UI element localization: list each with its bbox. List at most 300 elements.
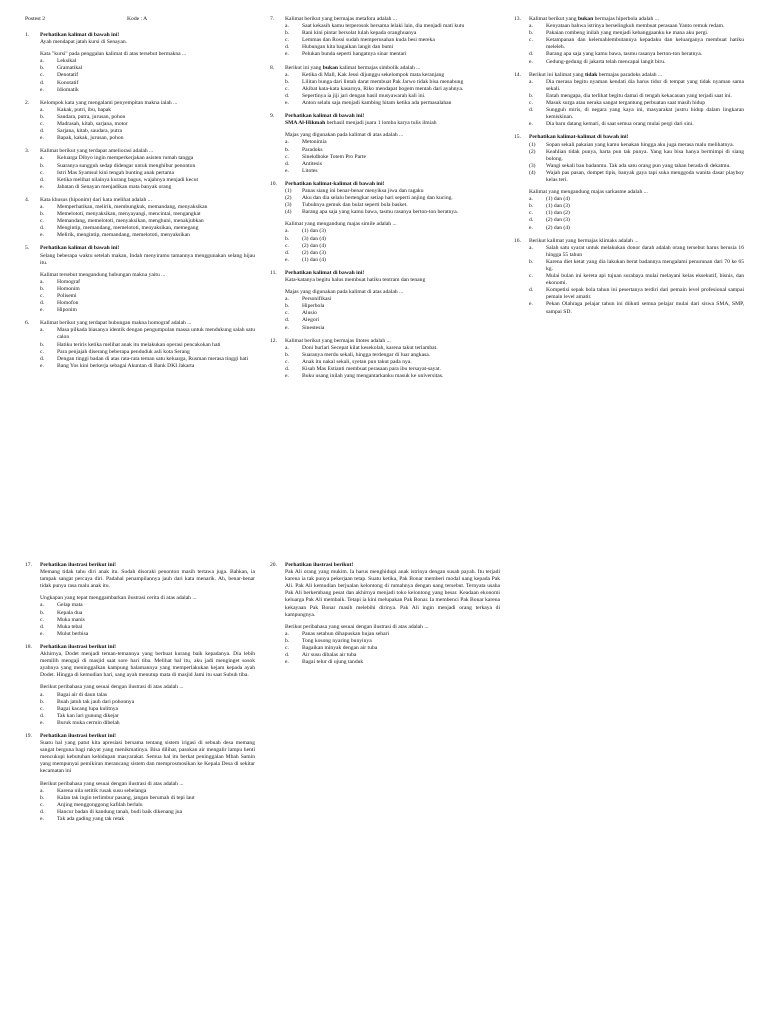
question-instruction: Perhatikan ilustrasi berikut ini! xyxy=(40,732,116,739)
option-text: Doni burlari Secepat kilat kesekolah, karena takut terlambat. xyxy=(302,344,438,351)
option-letter: d. xyxy=(40,225,45,232)
option-letter: e. xyxy=(40,630,44,637)
option-letter: e. xyxy=(285,51,289,58)
answer-option[interactable] xyxy=(285,352,500,359)
option-text: Memelototi, menyaksikan, menyayangi, mencintai, mengangkat xyxy=(57,211,201,218)
column-3 xyxy=(514,16,744,322)
answer-option[interactable] xyxy=(529,217,744,224)
answer-option[interactable] xyxy=(40,170,255,177)
question-stem: Berikut peribahasa yang sesuai dengan ilustrasi di atas adalah ... xyxy=(40,684,184,691)
question-body xyxy=(40,245,255,314)
option-letter: a. xyxy=(285,344,289,351)
question-item xyxy=(25,644,255,727)
statement-text: Wajah pas pasan, dompet tipis, banyak gaya tapi suka menggoda wanita dasar playboy kelas teri. xyxy=(546,169,744,183)
answer-option[interactable] xyxy=(40,279,255,286)
question-number: 6. xyxy=(25,320,30,327)
stem-text: Berikut ini kalimat yang xyxy=(529,71,585,78)
option-text: Saat kekasih kamu terperosok bersama lelaki lain, dia menjadi mati kutu xyxy=(302,23,465,30)
option-letter: e. xyxy=(40,86,44,93)
option-text: Metonimia xyxy=(302,139,327,146)
option-letter: e. xyxy=(529,301,533,308)
option-letter: d. xyxy=(285,160,290,167)
option-letter: a. xyxy=(529,244,533,251)
option-text: Hatiku teriris ketika melihat anak itu melakukan operasi pencakokan hati xyxy=(57,341,221,348)
question-body xyxy=(529,16,744,66)
answer-option[interactable] xyxy=(529,107,744,121)
statement-item xyxy=(529,142,744,149)
question-item xyxy=(270,562,500,666)
option-letter: c. xyxy=(529,210,533,217)
question-number: 7. xyxy=(270,16,275,22)
answer-option[interactable] xyxy=(40,286,255,293)
option-letter: d. xyxy=(529,287,534,294)
answer-option[interactable] xyxy=(40,300,255,307)
question-item xyxy=(270,270,500,332)
question-stem: Kalimat berikut yang bermajas litotes adalah ... xyxy=(285,337,391,344)
answer-option[interactable] xyxy=(40,809,255,816)
answer-option[interactable] xyxy=(285,659,500,666)
answer-option[interactable] xyxy=(40,58,255,65)
option-text: Buku usang inilah yang mengantarkanku masuk ke universitas. xyxy=(302,373,444,380)
answer-option[interactable] xyxy=(40,177,255,184)
option-letter: d. xyxy=(285,249,290,256)
option-letter: c. xyxy=(285,153,289,160)
answer-option[interactable] xyxy=(40,72,255,79)
answer-option[interactable] xyxy=(529,79,744,93)
question-passage: Memang tidak tahu diri anak itu. Sudah disoraki penonton masih tertawa juga. Bahkan, ia tampak sangat percaya diri. Padahal penampilannya jauh dari kata menarik. Ah, benar-benar tidak punya rasa malu anak itu. xyxy=(40,569,255,590)
option-letter: d. xyxy=(40,355,45,362)
answer-option[interactable] xyxy=(40,713,255,720)
option-text: Dia merasa begitu nyaman kendati dia harus tidur di tempat yang tidak nyaman sama sekali. xyxy=(546,78,744,92)
question-passage: Kata-katanya begitu halus membuat hatiku tentram dan tenang xyxy=(285,277,426,283)
option-text: Tak ada gading yang tak retak xyxy=(57,816,125,822)
question-body xyxy=(40,197,255,240)
answer-option[interactable] xyxy=(285,250,500,257)
answer-option[interactable] xyxy=(285,51,500,58)
passage-emphasis: SMA Al-Hikmah xyxy=(285,120,326,127)
answer-option[interactable] xyxy=(285,154,500,161)
answer-option[interactable] xyxy=(285,645,500,652)
option-text: (1) dan (4) xyxy=(546,196,570,203)
option-letter: a. xyxy=(40,58,44,65)
question-passage: Akhirnya, Dodet menjadi teman-temannya yang berbuat kurang baik kepadanya. Dia lebih memilih mengaji di masjid saat sore hari tiba. Melihat hal itu, aku jadi menginget sosok ayahnya yang meninggalkan kampung halamannya yang memperlakukan kejam kepada ayah Dodet. Hingga di kemudian hari, sang ayah menutup mata di masjid Jami itu saat Subuh tiba. xyxy=(40,651,255,679)
answer-option[interactable] xyxy=(40,307,255,314)
question-stem xyxy=(529,16,744,23)
answer-option[interactable] xyxy=(40,114,255,121)
answer-option[interactable] xyxy=(285,79,500,86)
answer-option[interactable] xyxy=(40,720,255,727)
answer-option[interactable] xyxy=(40,363,255,370)
statement-item xyxy=(529,170,744,184)
answer-option[interactable] xyxy=(285,303,500,310)
answer-option[interactable] xyxy=(40,349,255,356)
answer-option[interactable] xyxy=(40,135,255,142)
answer-option[interactable] xyxy=(285,72,500,79)
question-body xyxy=(529,238,744,316)
option-letter: d. xyxy=(529,51,534,58)
option-letter: e. xyxy=(40,135,44,142)
option-letter: b. xyxy=(40,698,45,705)
option-letter: e. xyxy=(285,324,289,331)
option-text: Kakak, putri, ibu, bapak xyxy=(57,106,112,113)
option-letter: a. xyxy=(40,106,44,113)
answer-option[interactable] xyxy=(40,107,255,114)
answer-option[interactable] xyxy=(40,795,255,802)
answer-option[interactable] xyxy=(285,93,500,100)
question-row xyxy=(25,733,255,823)
option-letter: d. xyxy=(285,652,290,659)
option-letter: a. xyxy=(285,71,289,78)
question-number: 10. xyxy=(270,180,277,187)
option-text: Suaranya merdu sekali, hingga terdengar di luar angkasa. xyxy=(302,351,431,358)
answer-option[interactable] xyxy=(285,37,500,44)
answer-option[interactable] xyxy=(40,327,255,341)
answer-option[interactable] xyxy=(529,121,744,128)
option-text: Pelukan bunda seperti hangatnya sinar mentari xyxy=(302,51,407,58)
answer-option[interactable] xyxy=(529,23,744,30)
answer-option[interactable] xyxy=(285,631,500,638)
option-text: Kalau tak ingin terlimbur pasang, jangan berumah di tepi laut xyxy=(57,794,195,801)
option-text: Bagaikan minyak dengan air tuba xyxy=(302,645,378,652)
question-item xyxy=(270,181,500,264)
answer-option[interactable] xyxy=(285,243,500,250)
option-text: Ketampanan dan kelemahlembutannya kepadaku dan keluarganya membuat hatiku meleleh. xyxy=(546,37,744,51)
option-text: Muka manis xyxy=(57,616,85,623)
option-text: Tong kosong nyaring bunyinya xyxy=(302,637,372,644)
answer-option[interactable] xyxy=(285,317,500,324)
answer-option[interactable] xyxy=(285,638,500,645)
statement-item xyxy=(285,209,500,216)
question-row xyxy=(270,270,500,332)
option-letter: e. xyxy=(285,659,289,666)
option-letter: b. xyxy=(285,637,290,644)
question-passage: Suatu hal yang patut kita apresiasi bersama tentang sistem irigasi di sebuah desa memang sangat berguna bagi rakyat yang menikmatinya. Bisa dilihat, pasokan air mengalir lampu henti mencukupi kebutuhan kehidupan masyarakat. Semua hal itu berkat peninggalan Mbah Samin yang mempunyai pemikiran merancang sistem dan memprosmosikan ke Kepala Desa di sekitar kecamatan ini xyxy=(40,740,255,775)
answer-option[interactable] xyxy=(40,356,255,363)
answer-option[interactable] xyxy=(285,228,500,235)
answer-option[interactable] xyxy=(40,692,255,699)
option-letter: b. xyxy=(285,303,290,310)
answer-option[interactable] xyxy=(40,816,255,823)
option-letter: b. xyxy=(40,211,45,218)
answer-option[interactable] xyxy=(40,631,255,638)
option-text: Homonim xyxy=(57,285,80,292)
answer-option[interactable] xyxy=(285,23,500,30)
answer-option[interactable] xyxy=(529,273,744,287)
option-letter: c. xyxy=(529,37,533,44)
question-stem: Kalimat berikut yang bermajas metafora adalah ... xyxy=(285,16,397,22)
question-item xyxy=(270,113,500,175)
option-text: (1) dan (4) xyxy=(302,256,326,263)
option-text: Sepertinya ia jiji jari dengan hasil musyawarah kali ini. xyxy=(302,92,426,99)
option-text: Antitesis xyxy=(302,160,322,167)
option-letter: c. xyxy=(40,72,44,79)
option-letter: b. xyxy=(40,794,45,801)
option-text: Memandang, memelototi, menyaksikan, menghuni, menakjubkan xyxy=(57,218,204,225)
answer-option[interactable] xyxy=(285,168,500,175)
statement-item xyxy=(529,149,744,163)
answer-option[interactable] xyxy=(285,86,500,93)
answer-option[interactable] xyxy=(40,602,255,609)
question-stem xyxy=(529,72,744,79)
question-body xyxy=(40,562,255,638)
question-body xyxy=(285,181,500,264)
stem-emphasis: bukan xyxy=(577,16,594,22)
answer-option[interactable] xyxy=(285,652,500,659)
option-letter: e. xyxy=(40,719,44,726)
answer-option[interactable] xyxy=(285,44,500,51)
question-item xyxy=(270,338,500,381)
question-instruction: Perhatikan kalimat di bawah ini! xyxy=(285,269,365,276)
question-body xyxy=(285,65,500,108)
option-text: Litotes xyxy=(302,167,318,174)
stem-text: bermajas hiperbola adalah ... xyxy=(593,16,659,22)
option-text: (1) dan (3) xyxy=(546,203,570,210)
question-row xyxy=(270,338,500,381)
question-stem: Kata "kursi" pada penggalan kalimat di atas tersebut bermakna ... xyxy=(40,51,187,58)
stem-text: Berikut ini yang xyxy=(285,64,323,71)
question-stem: Berikut kalimat yang bermajas klimaks adalah ... xyxy=(529,237,639,244)
statement-text: Tubuhnya gemuk dan bulat seperti bola basket. xyxy=(302,202,408,209)
option-letter: d. xyxy=(285,44,290,51)
answer-option[interactable] xyxy=(40,121,255,128)
answer-option[interactable] xyxy=(285,296,500,303)
answer-option[interactable] xyxy=(529,225,744,232)
question-number: 5. xyxy=(25,245,30,252)
option-text: Gramatikal xyxy=(57,65,83,72)
answer-option[interactable] xyxy=(285,325,500,332)
answer-option[interactable] xyxy=(285,359,500,366)
question-body xyxy=(40,733,255,823)
option-text: Salah satu syarat untuk melakukan donor darah adalah orang tersebut harus berusia 16 hingga 55 tahun xyxy=(546,244,744,258)
option-letter: c. xyxy=(40,218,44,225)
option-text: Anjing menggonggong kafilah berlalu xyxy=(57,801,143,808)
statement-number: (4) xyxy=(529,169,536,176)
option-letter: c. xyxy=(285,358,289,365)
question-row xyxy=(25,320,255,370)
option-letter: a. xyxy=(40,691,44,698)
column-2 xyxy=(270,16,500,386)
option-letter: b. xyxy=(529,258,534,265)
question-body xyxy=(285,338,500,381)
option-text: Alegori xyxy=(302,317,320,324)
question-instruction: Perhatikan ilustrasi berikut! xyxy=(285,562,354,568)
option-letter: b. xyxy=(40,341,45,348)
question-item xyxy=(25,148,255,191)
statement-item xyxy=(285,202,500,209)
answer-option[interactable] xyxy=(285,161,500,168)
question-row xyxy=(270,113,500,175)
option-letter: c. xyxy=(285,310,289,317)
option-text: Memperhatikan, melirik, membungkuk, memandang, menyaksikan xyxy=(57,203,208,210)
question-item xyxy=(25,733,255,823)
answer-option[interactable] xyxy=(40,218,255,225)
option-text: Muka tebal xyxy=(57,623,83,630)
answer-option[interactable] xyxy=(40,617,255,624)
option-text: Hiperbola xyxy=(302,303,325,310)
option-text: (3) dan (4) xyxy=(302,235,326,242)
option-letter: d. xyxy=(529,107,534,114)
option-text: Pakaian rombeng inilah yang menjadi kebanggaanku ke mana aku pergi. xyxy=(546,30,709,37)
question-body xyxy=(40,32,255,94)
option-text: Kompetisi sepak bola tahun ini pesertanya terdiri dari pemain level profesional sampai pemain level amatir. xyxy=(546,287,744,301)
statement-item xyxy=(529,163,744,170)
option-letter: a. xyxy=(529,78,533,85)
question-number: 2. xyxy=(25,99,30,106)
option-text: (1) dan (3) xyxy=(302,228,326,235)
question-number: 8. xyxy=(270,64,275,71)
answer-option[interactable] xyxy=(40,232,255,239)
question-stem: Berikut peribahasa yang sesuai dengan ilustrasi di atas adalah ... xyxy=(285,623,429,630)
option-text: Bagai air di daun talas xyxy=(57,691,108,698)
question-body xyxy=(40,100,255,143)
answer-option[interactable] xyxy=(40,342,255,349)
question-number: 18. xyxy=(25,643,32,650)
question-row xyxy=(25,148,255,191)
question-item xyxy=(25,562,255,638)
answer-option[interactable] xyxy=(285,139,500,146)
answer-option[interactable] xyxy=(529,51,744,58)
answer-option[interactable] xyxy=(529,287,744,301)
question-body xyxy=(285,16,500,59)
question-number: 14. xyxy=(514,71,521,78)
answer-option[interactable] xyxy=(285,366,500,373)
option-text: (1) dan (2) xyxy=(546,210,570,217)
option-text: Kepala dua xyxy=(57,609,83,616)
answer-option[interactable] xyxy=(40,699,255,706)
answer-option[interactable] xyxy=(40,610,255,617)
question-body xyxy=(285,562,500,666)
question-passage xyxy=(285,120,500,127)
answer-option[interactable] xyxy=(529,37,744,51)
option-text: Mengintip, memandang, memelototi, menyaksikan, memegang xyxy=(57,225,199,232)
option-letter: e. xyxy=(40,307,44,314)
question-item xyxy=(514,16,744,66)
answer-option[interactable] xyxy=(40,87,255,94)
option-text: Para penjajah diserang beberapa penduduk asli kota Serang xyxy=(57,348,190,355)
option-text: Sinekdhoke Totem Pro Parte xyxy=(302,153,366,160)
option-letter: a. xyxy=(40,278,44,285)
option-text: Anton selalu saja menjadi kambing hitam ketika ada permasalahan xyxy=(302,100,452,107)
question-stem xyxy=(285,65,500,72)
option-letter: d. xyxy=(285,92,290,99)
answer-option[interactable] xyxy=(285,257,500,264)
answer-option[interactable] xyxy=(40,211,255,218)
option-letter: a. xyxy=(40,602,44,609)
option-letter: a. xyxy=(285,139,289,146)
option-letter: c. xyxy=(40,169,44,176)
question-row xyxy=(514,238,744,316)
answer-option[interactable] xyxy=(285,100,500,107)
option-letter: e. xyxy=(285,167,289,174)
option-letter: d. xyxy=(285,317,290,324)
option-text: Mulut berbisa xyxy=(57,630,89,637)
answer-option[interactable] xyxy=(40,204,255,211)
option-text: Konotatif xyxy=(57,79,79,86)
answer-option[interactable] xyxy=(529,59,744,66)
option-text: Suaranya sungguh sedap didengar untuk menghibur penonton xyxy=(57,162,196,169)
answer-option[interactable] xyxy=(285,345,500,352)
option-letter: a. xyxy=(285,228,289,235)
option-text: Buah jatuh tak jauh dari pohonnya xyxy=(57,698,135,705)
answer-option[interactable] xyxy=(40,788,255,795)
answer-option[interactable] xyxy=(285,373,500,380)
question-row xyxy=(514,134,744,231)
answer-option[interactable] xyxy=(40,225,255,232)
question-number: 20. xyxy=(270,562,277,568)
question-stem: Kata khusus (hiponim) dari kata melihat adalah ... xyxy=(40,196,152,203)
statement-number: (1) xyxy=(529,141,536,148)
answer-option[interactable] xyxy=(529,100,744,107)
option-letter: e. xyxy=(285,100,289,107)
question-stem: Kalimat yang mengandung majas sarkasme adalah ... xyxy=(529,189,648,196)
option-letter: d. xyxy=(40,176,45,183)
header-test-label: Postest 2 xyxy=(25,16,46,22)
answer-option[interactable] xyxy=(40,128,255,135)
answer-option[interactable] xyxy=(40,155,255,162)
answer-option[interactable] xyxy=(40,163,255,170)
answer-option[interactable] xyxy=(40,706,255,713)
answer-option[interactable] xyxy=(529,245,744,259)
answer-option[interactable] xyxy=(285,30,500,37)
question-instruction: Perhatikan kalimat di bawah ini! xyxy=(285,113,365,120)
option-text: Rani kini pintar bersolat lulah kepada oranghuanya xyxy=(302,30,417,37)
question-number: 15. xyxy=(514,134,521,141)
question-item xyxy=(514,238,744,316)
question-item xyxy=(270,16,500,59)
option-text: Lemmas dan Rossi sudah memperusahan kuda besi mereka xyxy=(302,37,435,44)
statement-number: (2) xyxy=(285,195,292,202)
question-stem: Ungkapan yang tepat menggambarkan ilustrasi cerita di atas adalah ... xyxy=(40,595,197,602)
answer-option[interactable] xyxy=(40,802,255,809)
answer-option[interactable] xyxy=(285,310,500,317)
option-letter: e. xyxy=(285,373,289,380)
answer-option[interactable] xyxy=(40,80,255,87)
question-number: 17. xyxy=(25,562,32,568)
question-instruction: Perhatikan ilustrasi berikut ini! xyxy=(40,562,116,568)
statement-item xyxy=(285,188,500,195)
statement-number: (3) xyxy=(529,162,536,169)
answer-option[interactable] xyxy=(40,184,255,191)
answer-option[interactable] xyxy=(529,259,744,273)
option-text: Ketika melihat nilainya kurang bagus, wajahnya menjadi kecut xyxy=(57,176,199,183)
answer-option[interactable] xyxy=(529,301,744,315)
option-letter: b. xyxy=(285,30,290,37)
question-instruction: Perhatikan kalimat di bawah ini! xyxy=(40,32,120,38)
option-letter: b. xyxy=(529,30,534,37)
question-row xyxy=(270,16,500,59)
option-letter: d. xyxy=(40,623,45,630)
answer-option[interactable] xyxy=(285,236,500,243)
stem-text: bermajas paradoks adalah ... xyxy=(597,71,663,78)
answer-option[interactable] xyxy=(285,147,500,154)
question-stem: Majas yang digunakan pada kalimat di atas adalah ... xyxy=(285,132,404,139)
option-text: Melirik, mengintip, memandang, memelototi, menyaksikan xyxy=(57,232,190,239)
statement-number: (4) xyxy=(285,209,292,216)
option-letter: a. xyxy=(285,23,289,30)
option-letter: d. xyxy=(40,808,45,815)
option-text: Bagai kacang lupa kulitnya xyxy=(57,705,119,712)
option-text: Kisah Mas Estianti membuat perasaan para ibu tersayat-sayat. xyxy=(302,366,441,373)
column-1 xyxy=(25,32,255,376)
question-row xyxy=(25,32,255,94)
answer-option[interactable] xyxy=(529,93,744,100)
option-text: Idiomatik xyxy=(57,86,79,93)
answer-option[interactable] xyxy=(40,624,255,631)
option-letter: b. xyxy=(40,65,45,72)
answer-option[interactable] xyxy=(529,30,744,37)
question-instruction: Perhatikan kalimat di bawah ini! xyxy=(40,245,120,252)
option-letter: b. xyxy=(529,92,534,99)
